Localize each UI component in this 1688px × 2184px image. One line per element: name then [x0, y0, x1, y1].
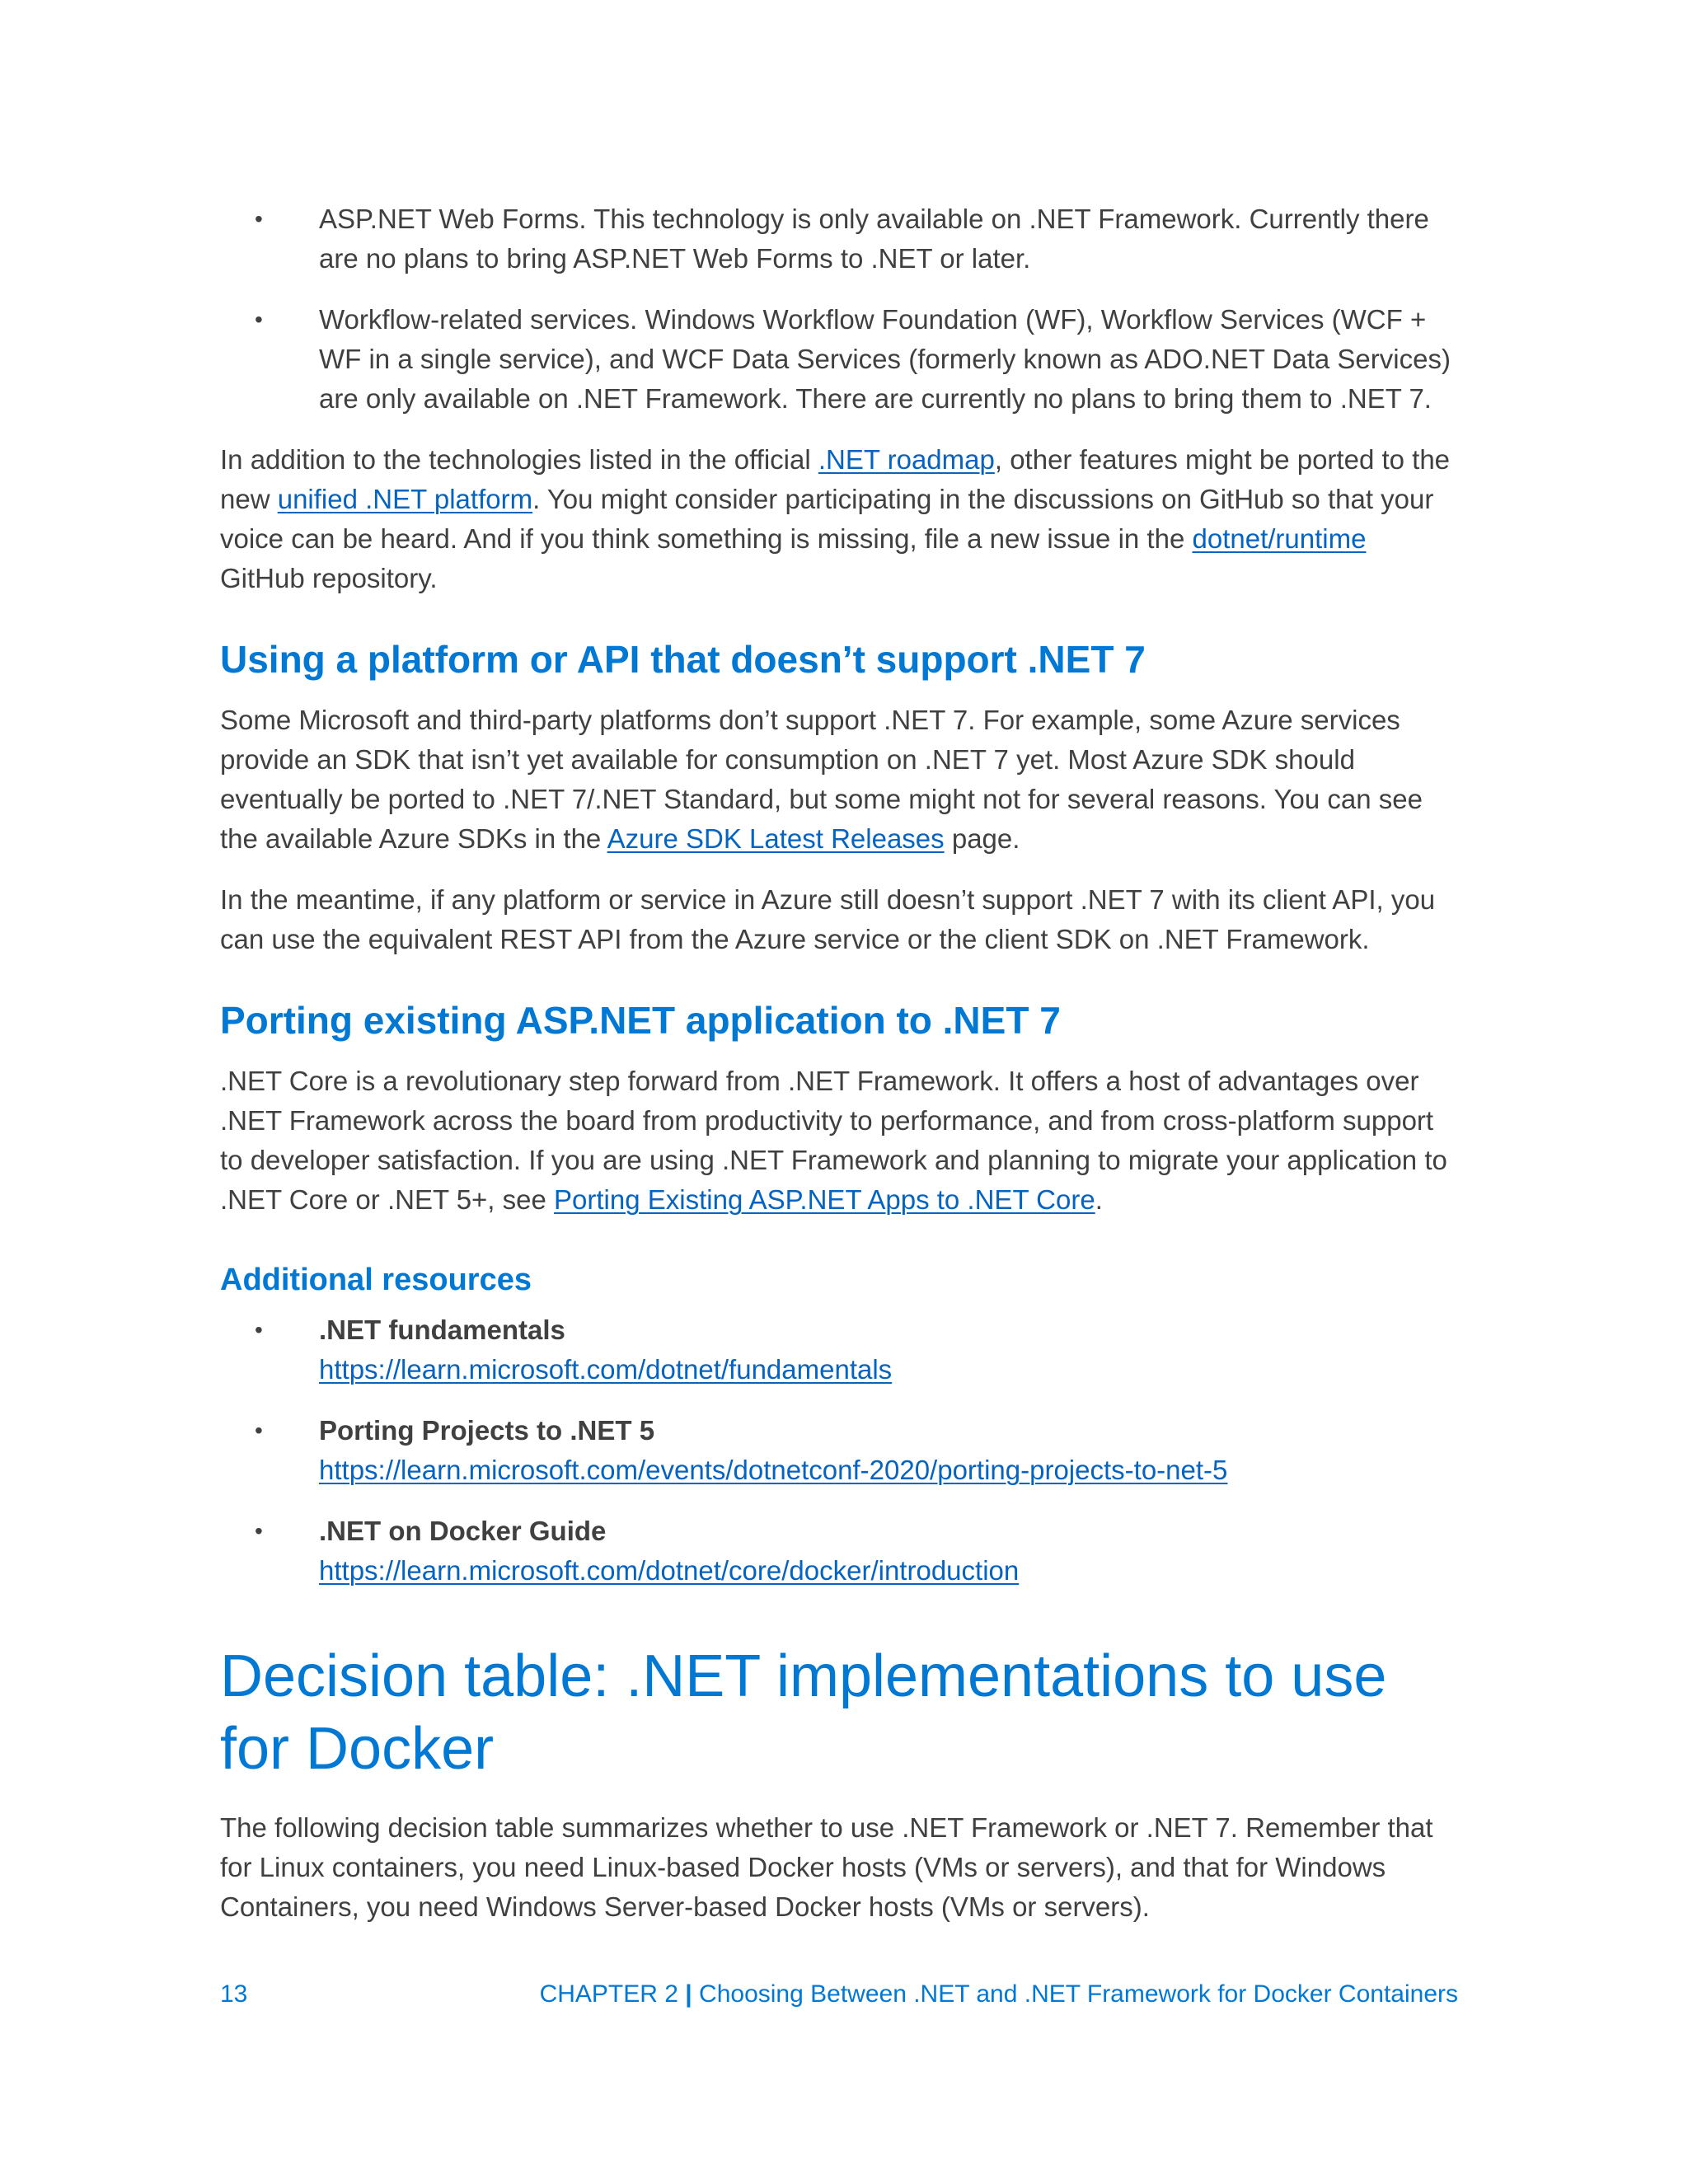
paragraph-text: .NET Core is a revolutionary step forward from .NET Framework. It offers a host of advantages over .NET Framework across the board from productivity to performance, and from cross-platform support to developer satisfaction. If you are using .NET Framework and planning to migrate your application to .NET Core or .NET 5+, see: [220, 1066, 1447, 1215]
section-heading-porting: Porting existing ASP.NET application to .NET 7: [220, 999, 1061, 1042]
porting-asp-net-apps-link[interactable]: Porting Existing ASP.NET Apps to .NET Core: [554, 1184, 1095, 1215]
list-item: [220, 199, 1456, 279]
paragraph-text: . You might consider participating in the discussions on GitHub so that your voice can be heard. And if you think something is missing, file a new issue in the: [220, 484, 1434, 554]
list-item-text: ASP.NET Web Forms. This technology is only available on .NET Framework. Currently there are no plans to bring ASP.NET Web Forms to .NET or later.: [319, 204, 1429, 274]
decision-table-heading: Decision table: .NET implementations to use for Docker: [220, 1643, 1387, 1782]
bullet-icon: •: [255, 1418, 263, 1443]
chapter-title: Choosing Between .NET and .NET Framework for Docker Containers: [699, 1980, 1458, 2008]
section-heading-platform: Using a platform or API that doesn’t support .NET 7: [220, 638, 1146, 681]
unified-net-platform-link[interactable]: unified .NET platform: [277, 484, 533, 514]
list-item: [220, 1411, 1456, 1490]
resource-link[interactable]: https://learn.microsoft.com/events/dotnetconf-2020/porting-projects-to-net-5: [319, 1455, 1228, 1485]
bullet-icon: •: [255, 206, 263, 232]
porting-paragraph: [220, 1062, 1456, 1220]
resource-title: Porting Projects to .NET 5: [319, 1415, 655, 1446]
chapter-separator: |: [685, 1980, 692, 2008]
bullet-icon: •: [255, 1317, 263, 1343]
list-item-text: Workflow-related services. Windows Workflow Foundation (WF), Workflow Services (WCF + WF in a single service), and WCF Data Services (formerly known as ADO.NET Data Services) are only available on .NET Framework. There are currently no plans to bring them to .NET 7.: [319, 304, 1451, 414]
chapter-label: [540, 1978, 1458, 2011]
bullet-icon: •: [255, 307, 263, 332]
paragraph-text: , other features might be ported to the new: [220, 444, 1451, 514]
list-item: [220, 1511, 1456, 1591]
list-item: [220, 1310, 1456, 1390]
rest-api-paragraph: In the meantime, if any platform or service in Azure still doesn’t support .NET 7 with its client API, you can use the equivalent REST API from the Azure service or the client SDK on .NET Framework.: [220, 884, 1436, 954]
dotnet-runtime-link[interactable]: dotnet/runtime: [1192, 523, 1367, 554]
chapter-number: CHAPTER 2: [539, 1980, 678, 2008]
paragraph-text: In addition to the technologies listed in the official: [220, 444, 818, 475]
resource-link[interactable]: https://learn.microsoft.com/dotnet/fundamentals: [319, 1354, 893, 1385]
decision-table-intro: The following decision table summarizes whether to use .NET Framework or .NET 7. Remember that for Linux containers, you need Linux-based Docker hosts (VMs or servers), and that for Windows Containers, you need Windows Server-based Docker hosts (VMs or servers).: [220, 1812, 1433, 1922]
additional-resources-list: [220, 1310, 1456, 1591]
azure-sdk-paragraph: [220, 701, 1456, 859]
roadmap-paragraph: [220, 440, 1456, 598]
azure-sdk-releases-link[interactable]: Azure SDK Latest Releases: [607, 823, 945, 854]
page-number: 13: [220, 1980, 248, 2008]
page-content: [220, 199, 1456, 1948]
additional-resources-heading: Additional resources: [220, 1263, 532, 1297]
bullet-icon: •: [255, 1518, 263, 1544]
resource-title: .NET on Docker Guide: [319, 1516, 607, 1546]
list-item: [220, 300, 1456, 419]
resource-title: .NET fundamentals: [319, 1315, 565, 1345]
paragraph-text: Some Microsoft and third-party platforms don’t support .NET 7. For example, some Azure services provide an SDK that isn’t yet available for consumption on .NET 7 yet. Most Azure SDK should eventually be ported to .NET 7/.NET Standard, but some might not for several reasons. You can see the available Azure SDKs in the: [220, 705, 1423, 854]
paragraph-text: GitHub repository.: [220, 563, 438, 593]
net-roadmap-link[interactable]: .NET roadmap: [818, 444, 995, 475]
paragraph-text: page.: [944, 823, 1020, 854]
resource-link[interactable]: https://learn.microsoft.com/dotnet/core/docker/introduction: [319, 1555, 1020, 1586]
paragraph-text: .: [1095, 1184, 1103, 1215]
unsupported-tech-list: [220, 199, 1456, 419]
